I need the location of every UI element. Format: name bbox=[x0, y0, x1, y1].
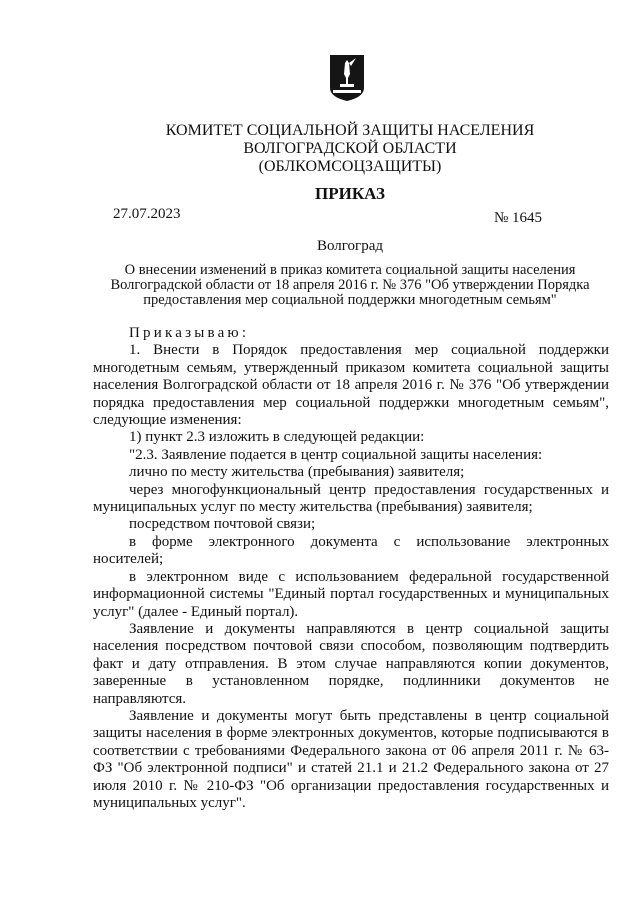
document-title: ПРИКАЗ bbox=[315, 184, 385, 203]
document-date: 27.07.2023 bbox=[113, 206, 181, 222]
subject-line: Волгоградской области от 18 апреля 2016 г. № 376 "Об утверждении Порядка bbox=[110, 277, 590, 293]
organization-name-line2: ВОЛГОГРАДСКОЙ ОБЛАСТИ bbox=[243, 140, 457, 157]
subject-line: предоставления мер социальной поддержки многодетным семьям" bbox=[143, 292, 557, 308]
body-paragraph: лично по месту жительства (пребывания) заявителя; bbox=[129, 464, 465, 481]
document-city: Волгоград bbox=[316, 238, 383, 254]
document-subject bbox=[94, 263, 606, 308]
subject-line: О внесении изменений в приказ комитета социальной защиты населения bbox=[124, 262, 576, 278]
organization-name-line3: (ОБЛКОМСОЦЗАЩИТЫ) bbox=[258, 158, 442, 175]
body-paragraph: 1) пункт 2.3 изложить в следующей редакции: bbox=[129, 429, 425, 446]
body-paragraph: "2.3. Заявление подается в центр социальной защиты населения: bbox=[129, 446, 543, 463]
body-paragraph: Заявление и документы направляются в центр социальной защиты населения посредством почтовой связи способом, позволяющим подтвердить факт и дату отправления. В этом случае направляются копии документов, заверенные в установленном порядке, подлинники документов не направляются. bbox=[93, 620, 609, 707]
organization-name-line1: КОМИТЕТ СОЦИАЛЬНОЙ ЗАЩИТЫ НАСЕЛЕНИЯ bbox=[165, 122, 535, 139]
body-paragraph: в форме электронного документа с использование электронных носителей; bbox=[93, 533, 609, 568]
body-paragraph: через многофункциональный центр предоставления государственных и муниципальных услуг по месту жительства (пребывания) заявителя; bbox=[93, 481, 609, 516]
order-word: Приказываю: bbox=[129, 325, 250, 341]
body-paragraph: Заявление и документы могут быть представлены в центр социальной защиты населения в форме электронных документов, которые подписываются в соответствии с требованиями Федерального закона от 06 апреля 2011 г. № 63-ФЗ "Об электронной подписи" и статей 21.1 и 21.2 Федерального закона от 27 июля 2010 г. № 210-ФЗ "Об организации предоставления государственных и муниципальных услуг". bbox=[93, 707, 609, 811]
document-number: № 1645 bbox=[494, 210, 543, 226]
body-paragraph: посредством почтовой связи; bbox=[129, 516, 316, 533]
body-paragraph: 1. Внести в Порядок предоставления мер социальной поддержки многодетным семьям, утвержденный приказом комитета социальной защиты населения Волгоградской области от 18 апреля 2016 г. № 376 "Об утверждении порядка предоставления мер социальной поддержки многодетным семьям", следующие изменения: bbox=[93, 342, 609, 429]
document-body bbox=[93, 325, 609, 812]
body-paragraph: в электронном виде с использованием федеральной государственной информационной системы "Единый портал государственных и муниципальных услуг" (далее - Единый портал). bbox=[93, 568, 609, 620]
coat-of-arms-icon bbox=[329, 54, 365, 102]
